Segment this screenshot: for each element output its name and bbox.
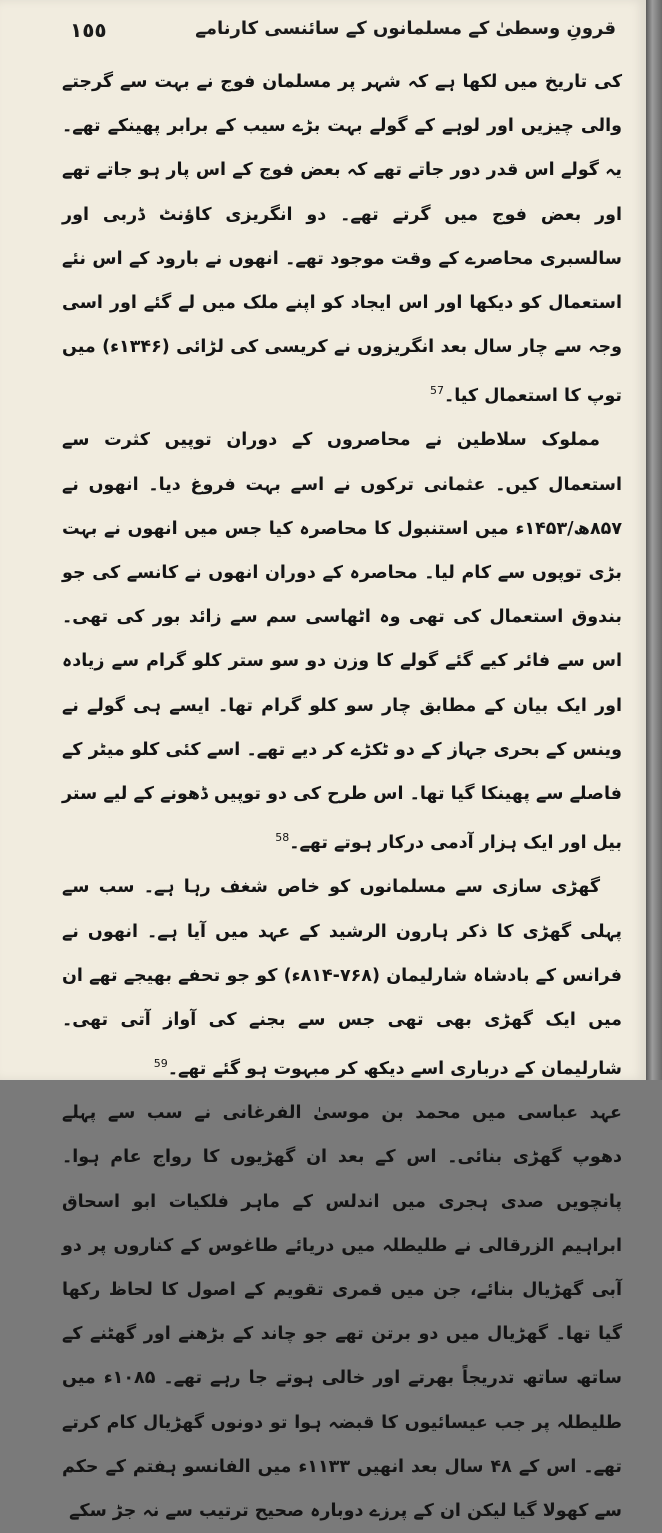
paragraph-text: کی تاریخ میں لکھا ہے کہ شہر پر مسلمان فوج نے بہت سے گرجتے والی چیزیں اور لوہے کے گولے بہت بڑے سیب کے برابر پھینکے تھے۔ یہ گولے اس قدر دور جاتے تھے کہ بعض فوج کے اس پار ہو جاتے تھے اور بعض فوج میں گرتے تھے۔ دو انگریزی کاؤنٹ ڈربی اور سالسبری محاصرے کے وقت موجود تھے۔ انھوں نے بارود کے اس نئے استعمال کو دیکھا اور اس ایجاد کو اپنے ملک میں لے گئے اور اسی وجہ سے چار سال بعد انگریزوں نے کریسی کی لڑائی (۱۳۴۶ء) میں توپ کا استعمال کیا۔ <box>62 72 622 407</box>
footnote-ref: 59 <box>153 1057 168 1071</box>
page-number: ١٥٥ <box>70 18 107 42</box>
running-title: قرونِ وسطیٰ کے مسلمانوں کے سائنسی کارنامے <box>195 18 616 39</box>
paragraph <box>62 418 622 865</box>
paragraph-text: گھڑی سازی سے مسلمانوں کو خاص شغف رہا ہے۔ سب سے پہلی گھڑی کا ذکر ہارون الرشید کے عہد میں آیا ہے۔ انھوں نے فرانس کے بادشاہ شارلیمان (۷۶۸-۸۱۴ء) کو جو تحفے بھیجے تھے ان میں ایک گھڑی بھی تھی جس سے بجنے کی آواز آتی تھی۔ شارلیمان کے درباری اسے دیکھ کر مبہوت ہو گئے تھے۔ <box>62 877 623 1079</box>
page-body-text <box>62 60 623 1521</box>
footnote-ref: 58 <box>275 831 290 845</box>
paragraph <box>62 60 622 418</box>
paragraph-text: مملوک سلاطین نے محاصروں کے دوران توپیں کثرت سے استعمال کیں۔ عثمانی ترکوں نے اسے بہت فروغ دیا۔ انھوں نے ۸۵۷ھ/۱۴۵۳ء میں استنبول کا محاصرہ کیا جس میں انھوں نے بہت بڑی توپوں سے کام لیا۔ محاصرہ کے دوران انھوں نے کانسے کی جو بندوق استعمال کی تھی وہ اٹھاسی سم سے زائد بور کی تھی۔ اس سے فائر کیے گئے گولے کا وزن دو سو ستر کلو گرام سے زیادہ اور ایک بیان کے مطابق چار سو کلو گرام تھا۔ ایسے ہی گولے نے وینس کے بحری جہاز کے دو ٹکڑے کر دیے تھے۔ اسے کئی کلو میٹر کے فاصلے سے پھینکا گیا تھا۔ اس طرح کی دو توپیں ڈھونے کے لیے ستر بیل اور ایک ہزار آدمی درکار ہوتے تھے۔ <box>62 430 622 854</box>
paragraph-text: عہد عباسی میں محمد بن موسیٰ الفرغانی نے سب سے پہلے دھوپ گھڑی بنائی۔ اس کے بعد ان گھڑیوں کا رواج عام ہوا۔ پانچویں صدی ہجری میں اندلس کے ماہر فلکیات ابو اسحاق ابراہیم الزرقالی نے طلیطلہ میں دریائے طاغوس کے کناروں پر دو آبی گھڑیال بنائے، جن میں قمری تقویم کے اصول کا لحاظ رکھا گیا تھا۔ گھڑیال میں دو برتن تھے جو چاند کے بڑھنے اور گھٹنے کے ساتھ ساتھ تدریجاً بھرتے اور خالی ہوتے جا رہے تھے۔ ۱۰۸۵ء میں طلیطلہ پر جب عیسائیوں کا قبضہ ہوا تو دونوں گھڑیال کام کرتے تھے۔ اس کے ۴۸ سال بعد انھیں ۱۱۳۳ء میں الفانسو ہفتم کے حکم سے کھولا گیا لیکن ان کے پرزے دوبارہ صحیح ترتیب سے نہ جڑ سکے <box>62 1103 622 1521</box>
paragraph <box>62 865 622 1091</box>
page-edge-shadow <box>646 0 662 1080</box>
paragraph <box>62 1091 622 1533</box>
footnote-ref: 57 <box>429 384 444 398</box>
page-header <box>40 8 616 48</box>
